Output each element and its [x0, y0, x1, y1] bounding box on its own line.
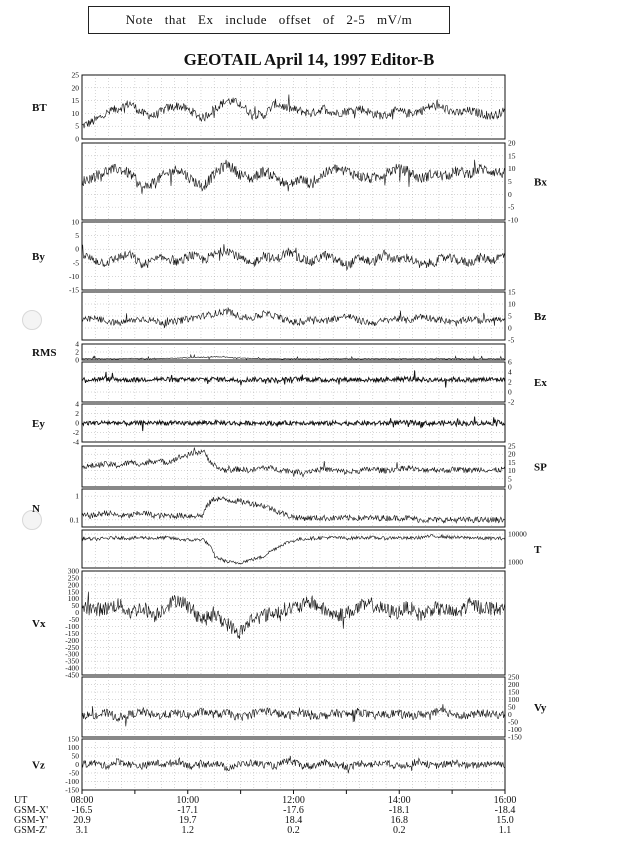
- tick-label: 5: [75, 121, 79, 131]
- tick-label: -450: [65, 670, 79, 680]
- panel-label: N: [32, 503, 40, 515]
- tick-label: 300: [67, 566, 79, 576]
- tick-label: 2: [75, 347, 79, 357]
- panel-label: SP: [534, 461, 547, 474]
- tick-label: 200: [508, 680, 520, 689]
- panel-label: Vz: [32, 759, 45, 772]
- tick-label: 4: [75, 399, 79, 409]
- tick-label: -150: [65, 785, 79, 795]
- footer-value: 0.2: [393, 825, 406, 836]
- footer-value: -16.5: [71, 805, 93, 816]
- footer-row-label: GSM-X': [14, 805, 49, 816]
- tick-label: -5: [72, 258, 79, 268]
- tick-label: 100: [67, 594, 79, 604]
- tick-label: 250: [508, 672, 520, 682]
- tick-label: 0: [508, 710, 512, 719]
- tick-label: 0: [508, 189, 512, 199]
- tick-label: 50: [71, 751, 79, 761]
- tick-label: 0: [75, 608, 79, 618]
- tick-label: -4: [72, 437, 79, 447]
- tick-label: 150: [508, 687, 520, 697]
- panel-label: BT: [32, 102, 47, 114]
- tick-label: 50: [71, 601, 79, 611]
- panel-label: Bx: [534, 176, 547, 189]
- tick-label: -10: [69, 271, 79, 281]
- tick-label: 200: [67, 580, 79, 590]
- tick-label: 1000: [508, 557, 523, 567]
- footer-value: -17.6: [283, 805, 304, 816]
- panel-label: Ey: [32, 418, 45, 430]
- footer-value: -17.1: [177, 805, 199, 816]
- footer-value: 16.8: [390, 815, 408, 826]
- footer-row-label: GSM-Y': [14, 815, 49, 826]
- tick-label: -5: [508, 335, 515, 345]
- footer-value: 10:00: [176, 795, 200, 806]
- tick-label: -150: [508, 732, 522, 742]
- tick-label: 0.1: [69, 515, 79, 525]
- footer-value: 15.0: [496, 815, 514, 826]
- tick-label: 0: [75, 134, 79, 144]
- tick-label: -300: [65, 649, 79, 659]
- panel-ex: [82, 358, 547, 407]
- tick-label: 5: [508, 177, 512, 186]
- tick-label: -5: [508, 202, 515, 212]
- footer-value: 19.7: [179, 815, 197, 826]
- footer-value: 1.1: [498, 825, 512, 836]
- panel-label: Bz: [534, 311, 547, 323]
- footer-value: -18.1: [388, 805, 410, 816]
- tick-label: -100: [508, 725, 522, 734]
- tick-label: 25: [71, 70, 79, 80]
- footer-value: 3.1: [75, 825, 89, 836]
- tick-label: 10: [71, 217, 79, 227]
- panel-label: Vx: [32, 618, 46, 630]
- tick-label: 0: [75, 760, 79, 769]
- tick-label: 10000: [508, 529, 527, 539]
- panel-n: [32, 489, 505, 527]
- panel-label: T: [534, 544, 542, 556]
- tick-label: 5: [508, 311, 512, 321]
- footer-value: 12:00: [282, 795, 305, 806]
- panel-sp: [82, 442, 547, 492]
- tick-label: -100: [65, 621, 79, 631]
- tick-label: 10: [508, 466, 516, 476]
- panel-vy: [82, 673, 547, 742]
- tick-label: 0: [508, 323, 512, 333]
- tick-label: 20: [508, 449, 516, 459]
- footer-value: 20.9: [73, 815, 91, 826]
- tick-label: 4: [75, 339, 79, 349]
- footer-value: 1.2: [181, 825, 194, 836]
- tick-label: 15: [508, 151, 516, 161]
- panel-label: RMS: [32, 347, 57, 359]
- footer-row-label: UT: [14, 795, 28, 806]
- tick-label: 5: [75, 231, 79, 241]
- tick-label: 15: [508, 457, 516, 467]
- tick-label: -10: [508, 215, 518, 225]
- panel-label: By: [32, 251, 45, 263]
- tick-label: 250: [67, 573, 79, 583]
- tick-label: -50: [508, 717, 518, 727]
- tick-label: 25: [508, 441, 516, 451]
- tick-label: -15: [69, 285, 79, 295]
- tick-label: 2: [75, 409, 79, 418]
- panel-bx: [82, 139, 547, 225]
- tick-label: -400: [65, 663, 79, 673]
- tick-label: 100: [508, 695, 520, 704]
- tick-label: -100: [65, 777, 79, 786]
- tick-label: 0: [75, 355, 79, 365]
- tick-label: 4: [508, 367, 512, 377]
- panel-vx: [32, 567, 505, 680]
- tick-label: -350: [65, 656, 79, 666]
- tick-label: -50: [69, 615, 79, 625]
- tick-label: 150: [67, 734, 79, 744]
- tick-label: 0: [75, 244, 79, 254]
- tick-label: 15: [71, 96, 79, 106]
- tick-label: 100: [67, 743, 79, 752]
- tick-label: 20: [71, 83, 79, 93]
- footer-value: 14:00: [387, 795, 411, 806]
- panel-bt: [32, 71, 505, 144]
- panel-label: Vy: [534, 702, 547, 714]
- tick-label: 0: [508, 482, 512, 492]
- tick-label: 2: [508, 377, 512, 387]
- tick-label: 150: [67, 587, 79, 597]
- footer-value: 18.4: [284, 815, 303, 826]
- panel-ey: [32, 400, 505, 447]
- tick-label: 10: [71, 108, 79, 118]
- tick-label: 10: [508, 299, 516, 309]
- footer-row-label: GSM-Z': [14, 825, 47, 836]
- footer-value: 16:00: [493, 795, 517, 806]
- panel-label: Ex: [534, 377, 547, 389]
- tick-label: -2: [508, 397, 515, 407]
- panel-rms: [32, 340, 505, 365]
- footer-value: 0.2: [287, 825, 300, 836]
- tick-label: 1: [75, 491, 79, 501]
- footer-value: 08:00: [70, 795, 94, 806]
- tick-label: -250: [65, 642, 79, 652]
- tick-label: 20: [508, 138, 516, 148]
- panel-t: [82, 530, 542, 568]
- tick-label: -2: [72, 428, 79, 437]
- annotation-note: Note that Ex include offset of 2-5 mV/m: [88, 6, 450, 34]
- tick-label: 50: [508, 702, 516, 712]
- footer-value: -18.4: [494, 805, 516, 816]
- tick-label: -200: [65, 635, 79, 645]
- tick-label: 15: [508, 287, 516, 297]
- panel-vz: [32, 735, 505, 795]
- chart-title: GEOTAIL April 14, 1997 Editor-B: [183, 50, 435, 69]
- panel-bz: [82, 288, 546, 345]
- tick-label: -50: [69, 768, 79, 778]
- tick-label: 10: [508, 164, 516, 174]
- panel-by: [32, 218, 505, 295]
- tick-label: 6: [508, 357, 512, 367]
- tick-label: 0: [508, 387, 512, 397]
- tick-label: 0: [75, 418, 79, 428]
- tick-label: 5: [508, 474, 512, 484]
- tick-label: -150: [65, 628, 79, 638]
